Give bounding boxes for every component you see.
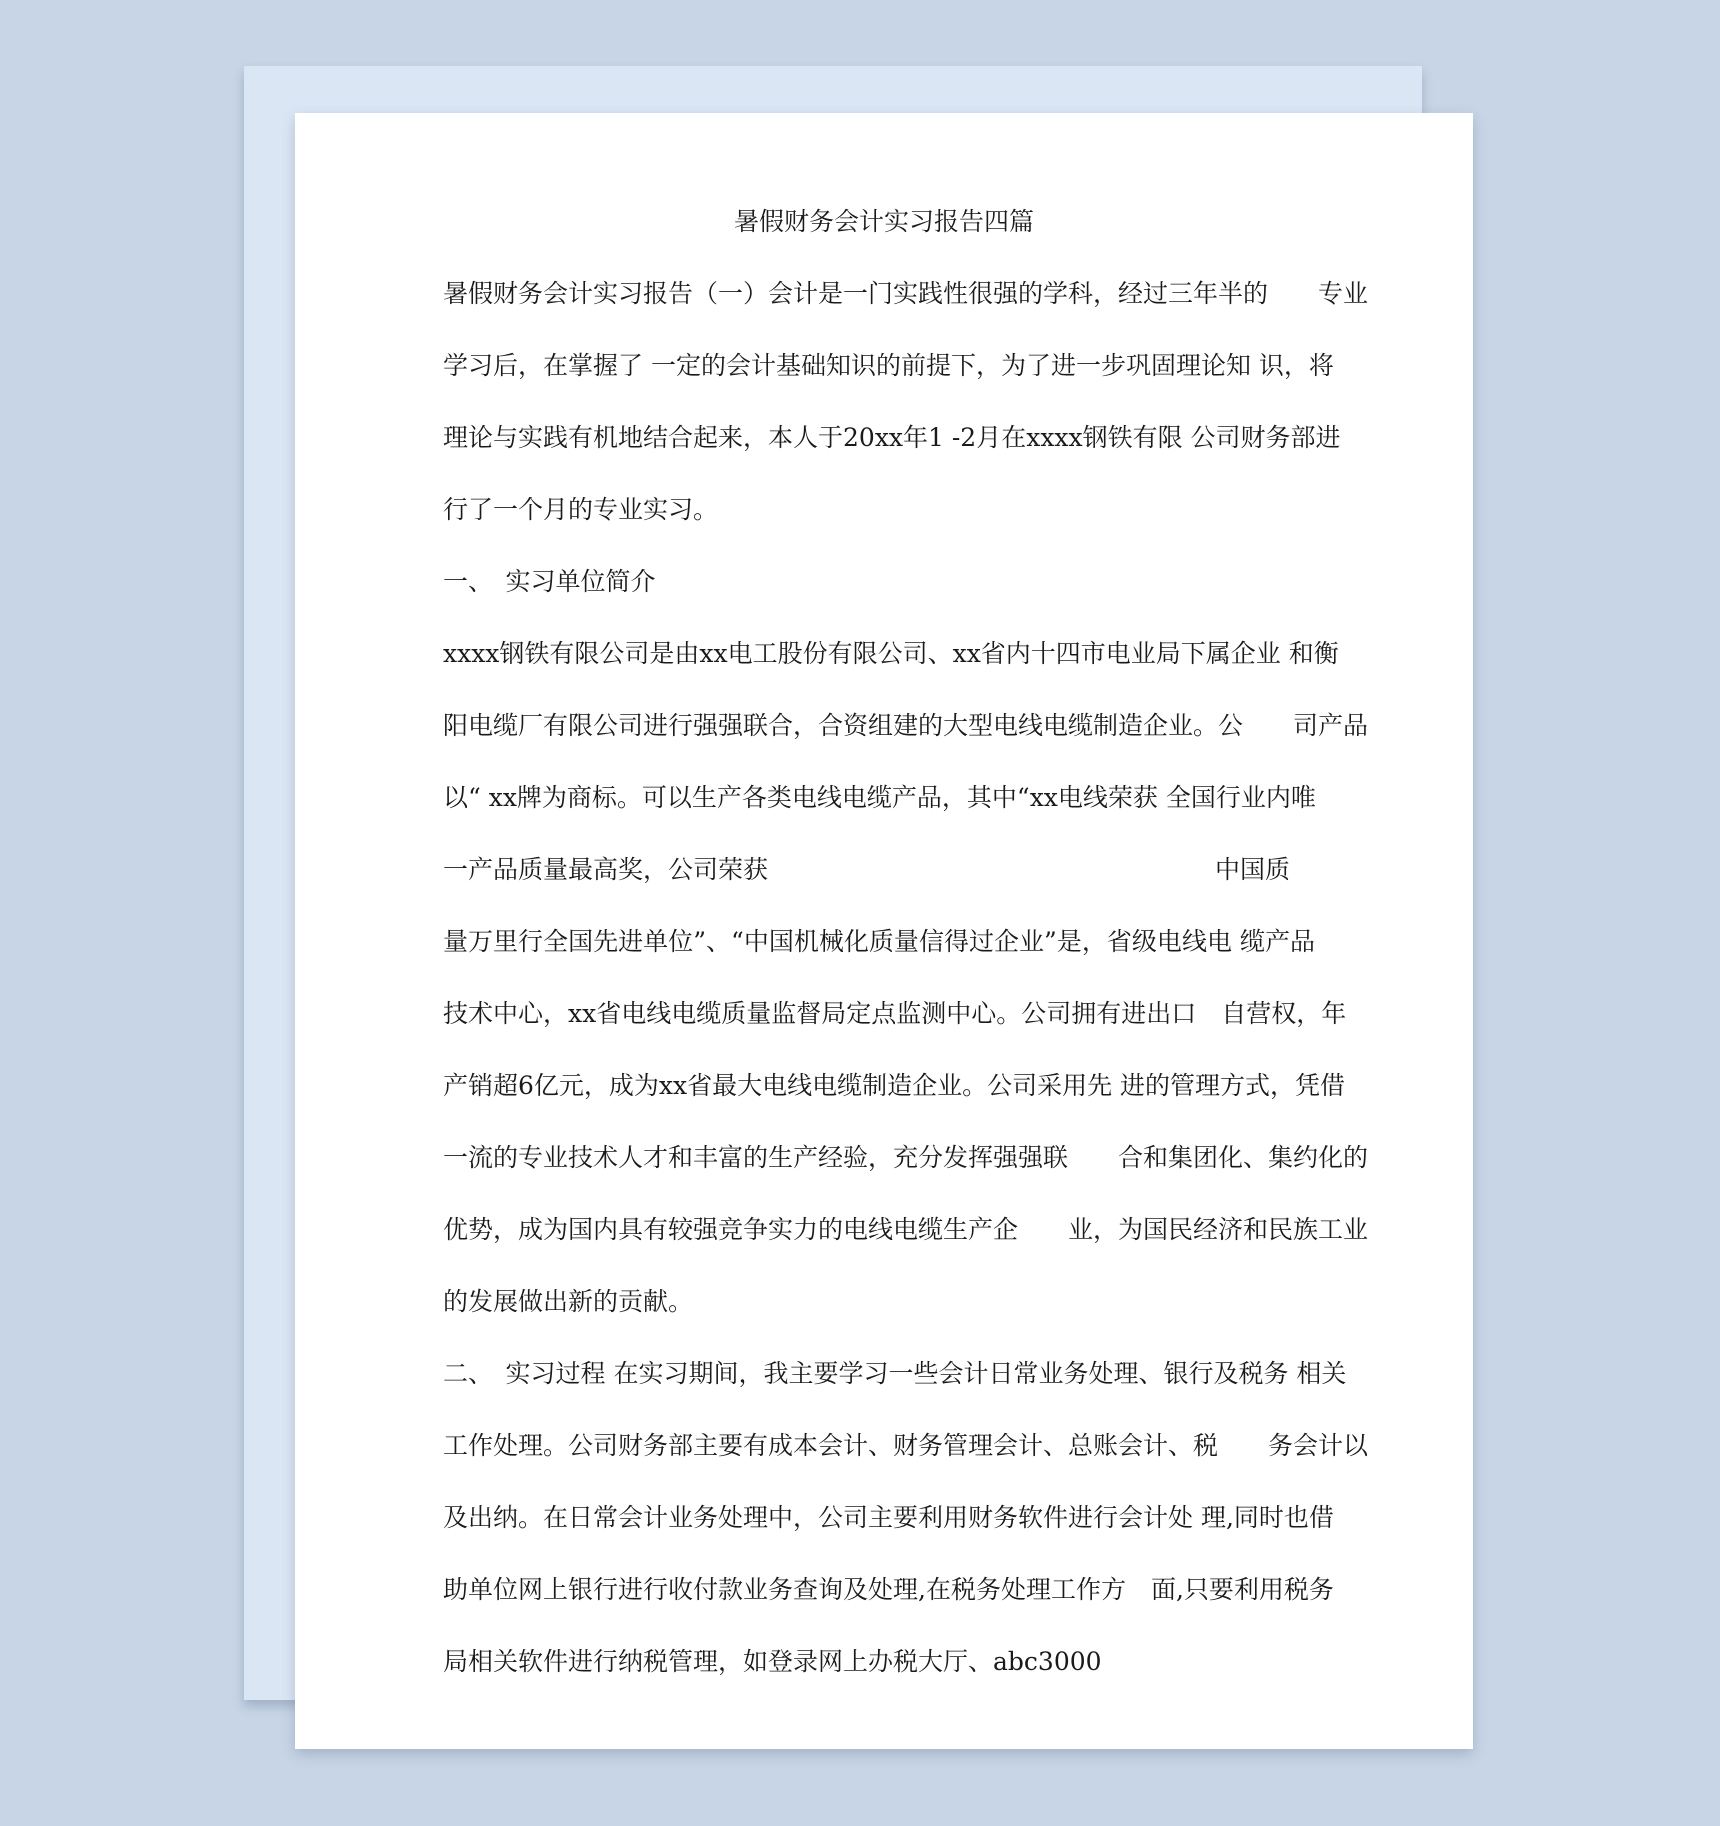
text-line: 助单位网上银行进行收付款业务查询及处理,在税务处理工作方 面,只要利用税务 bbox=[443, 1575, 1334, 1604]
text-fragment-left: 一产品质量最高奖，公司荣获 bbox=[443, 855, 769, 884]
paragraph-internship-process bbox=[443, 1351, 1369, 1711]
text-line bbox=[443, 847, 1315, 919]
text-line: 量万里行全国先进单位”、“中国机械化质量信得过企业”是，省级电线电 缆产品 bbox=[443, 927, 1315, 956]
paragraph-intro bbox=[443, 271, 1369, 559]
text-line: 暑假财务会计实习报告（一）会计是一门实践性很强的学科，经过三年半的 专业 bbox=[443, 279, 1369, 308]
text-line: 理论与实践有机地结合起来，本人于20xx年1 -2月在xxxx钢铁有限 公司财务部进 bbox=[443, 423, 1341, 452]
section-heading-text: 一、 实习单位简介 bbox=[443, 567, 656, 596]
text-line: 阳电缆厂有限公司进行强强联合，合资组建的大型电线电缆制造企业。公 司产品 bbox=[443, 711, 1369, 740]
text-line: xxxx钢铁有限公司是由xx电工股份有限公司、xx省内十四市电业局下属企业 和衡 bbox=[443, 639, 1339, 668]
text-line: 的发展做出新的贡献。 bbox=[443, 1287, 694, 1316]
text-line: 技术中心，xx省电线电缆质量监督局定点监测中心。公司拥有进出口 自营权，年 bbox=[443, 999, 1347, 1028]
text-line: 学习后，在掌握了 一定的会计基础知识的前提下，为了进一步巩固理论知 识，将 bbox=[443, 351, 1334, 380]
text-line: 工作处理。公司财务部主要有成本会计、财务管理会计、总账会计、税 务会计以 bbox=[443, 1431, 1369, 1460]
section-heading-1 bbox=[443, 559, 1315, 631]
document-title: 暑假财务会计实习报告四篇 bbox=[733, 207, 1034, 236]
text-line: 优势，成为国内具有较强竞争实力的电线电缆生产企 业，为国民经济和民族工业 bbox=[443, 1215, 1369, 1244]
text-line: 行了一个月的专业实习。 bbox=[443, 495, 719, 524]
text-line: 局相关软件进行纳税管理，如登录网上办税大厅、abc3000 bbox=[443, 1647, 1102, 1676]
text-line: 产销超6亿元，成为xx省最大电线电缆制造企业。公司采用先 进的管理方式，凭借 bbox=[443, 1071, 1346, 1100]
document-page bbox=[295, 113, 1473, 1749]
text-fragment-right: 中国质 bbox=[1215, 855, 1291, 884]
text-line: 以“ xx牌为商标。可以生产各类电线电缆产品，其中“xx电线荣获 全国行业内唯 bbox=[443, 783, 1316, 812]
text-line: 二、 实习过程 在实习期间，我主要学习一些会计日常业务处理、银行及税务 相关 bbox=[443, 1359, 1347, 1388]
text-line: 一流的专业技术人才和丰富的生产经验，充分发挥强强联 合和集团化、集约化的 bbox=[443, 1143, 1369, 1172]
paragraph-company-intro bbox=[443, 631, 1369, 1351]
text-line: 及出纳。在日常会计业务处理中，公司主要利用财务软件进行会计处 理,同时也借 bbox=[443, 1503, 1334, 1532]
